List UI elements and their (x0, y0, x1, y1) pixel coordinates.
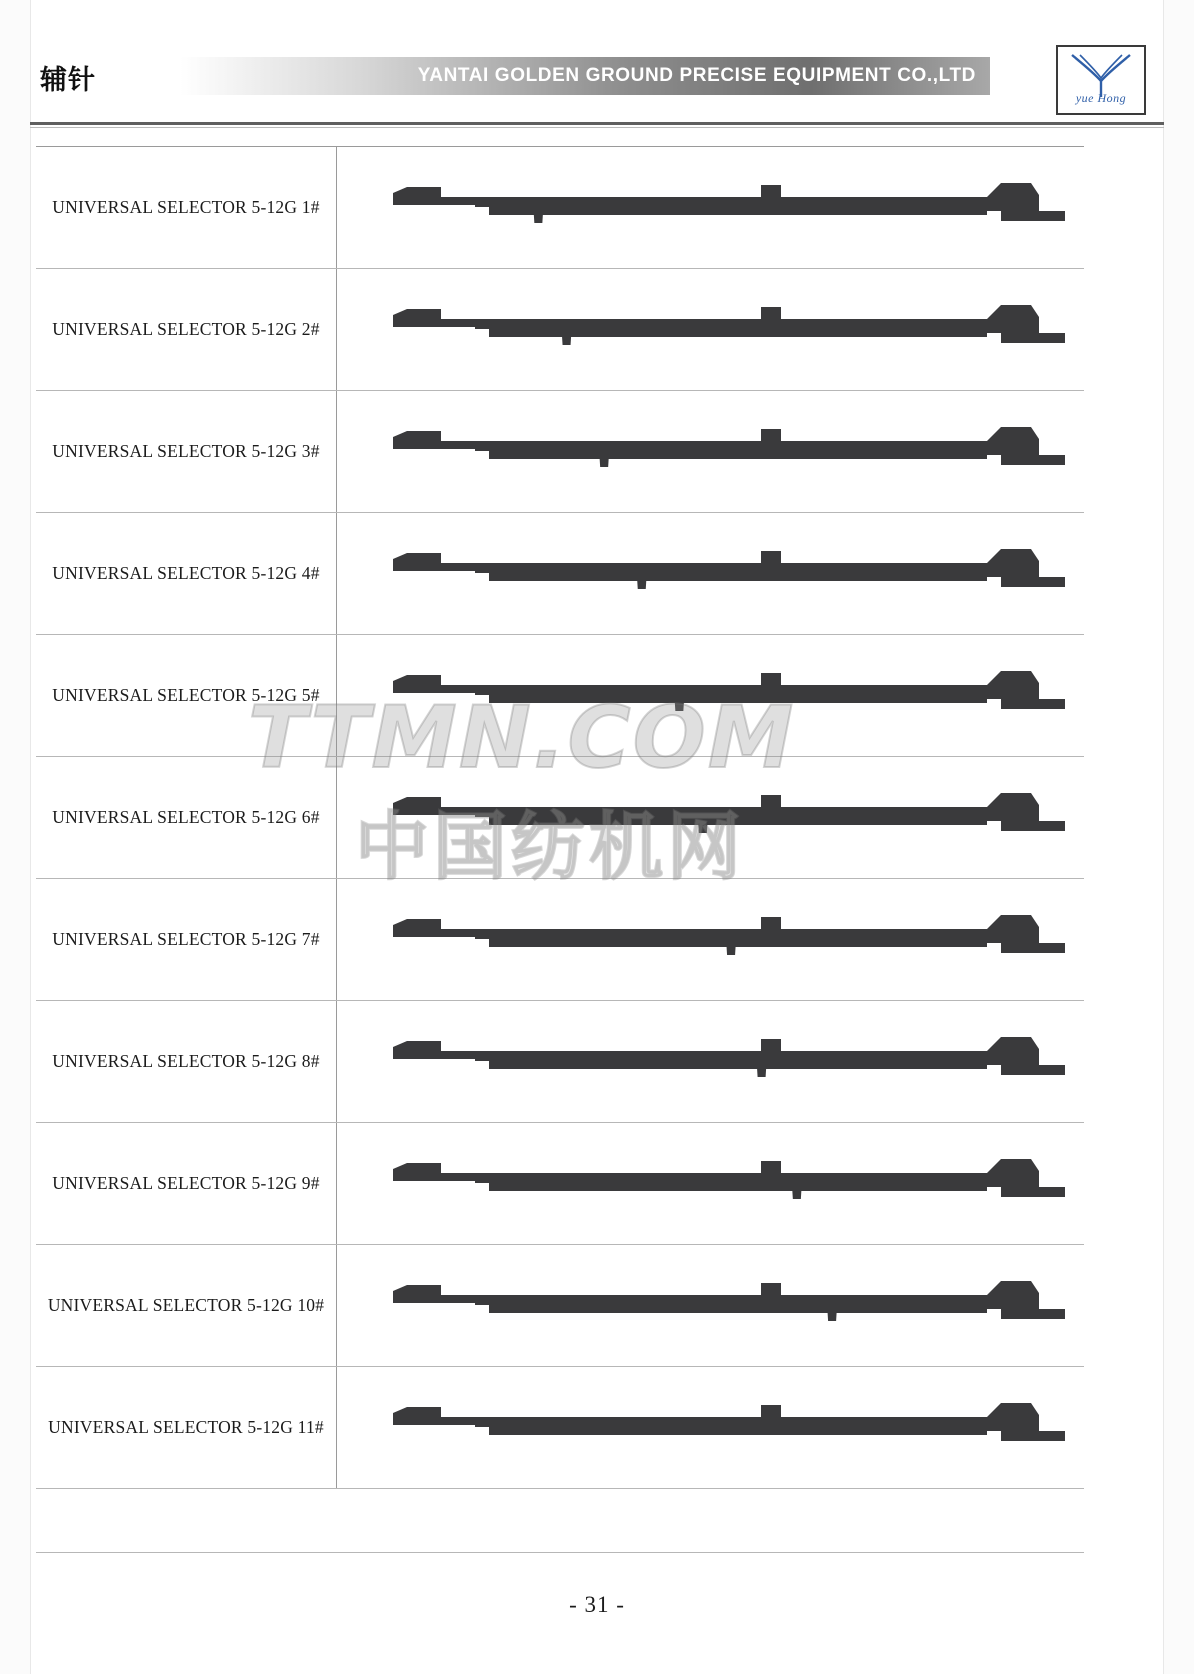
company-name: YANTAI GOLDEN GROUND PRECISE EQUIPMENT CO.,LTD (417, 65, 976, 86)
selector-needle-diagram (389, 781, 1069, 855)
table-row (36, 513, 1084, 635)
part-label: UNIVERSAL SELECTOR 5-12G 4# (36, 513, 337, 634)
section-title: 辅针 (40, 65, 96, 96)
part-figure-cell (337, 1123, 1084, 1244)
part-label: UNIVERSAL SELECTOR 5-12G 7# (36, 879, 337, 1000)
footer-divider (36, 1552, 1084, 1553)
selector-needle-diagram (389, 659, 1069, 733)
company-logo (1056, 45, 1146, 115)
selector-needle-diagram (389, 1391, 1069, 1465)
part-figure-cell (337, 1367, 1084, 1488)
table-row (36, 1001, 1084, 1123)
company-banner (180, 57, 990, 95)
logo-wordmark: yue Hong (1075, 91, 1127, 105)
page-header (30, 40, 1164, 118)
part-figure-cell (337, 391, 1084, 512)
header-divider (30, 122, 1164, 125)
part-label: UNIVERSAL SELECTOR 5-12G 5# (36, 635, 337, 756)
header-divider-thin (30, 127, 1164, 128)
part-label: UNIVERSAL SELECTOR 5-12G 8# (36, 1001, 337, 1122)
part-label: UNIVERSAL SELECTOR 5-12G 3# (36, 391, 337, 512)
table-row (36, 879, 1084, 1001)
table-row (36, 147, 1084, 269)
part-figure-cell (337, 147, 1084, 268)
selector-needle-diagram (389, 1147, 1069, 1221)
selector-needle-diagram (389, 415, 1069, 489)
page-right-margin-band (1163, 0, 1194, 1674)
part-label: UNIVERSAL SELECTOR 5-12G 9# (36, 1123, 337, 1244)
part-label: UNIVERSAL SELECTOR 5-12G 11# (36, 1367, 337, 1488)
table-row (36, 635, 1084, 757)
table-row (36, 391, 1084, 513)
part-figure-cell (337, 635, 1084, 756)
part-figure-cell (337, 269, 1084, 390)
part-figure-cell (337, 513, 1084, 634)
selector-needle-diagram (389, 903, 1069, 977)
page-number: - 31 - (569, 1592, 625, 1617)
part-figure-cell (337, 1245, 1084, 1366)
selector-needle-diagram (389, 1269, 1069, 1343)
table-row (36, 1367, 1084, 1489)
part-figure-cell (337, 879, 1084, 1000)
table-row (36, 269, 1084, 391)
table-row (36, 1245, 1084, 1367)
table-row (36, 757, 1084, 879)
selector-needle-diagram (389, 171, 1069, 245)
parts-table (36, 146, 1084, 1489)
part-label: UNIVERSAL SELECTOR 5-12G 6# (36, 757, 337, 878)
selector-needle-diagram (389, 293, 1069, 367)
part-label: UNIVERSAL SELECTOR 5-12G 2# (36, 269, 337, 390)
page-left-margin-band (0, 0, 31, 1674)
watermark-chinese: 中国纺机网 (355, 804, 745, 890)
part-label: UNIVERSAL SELECTOR 5-12G 1# (36, 147, 337, 268)
watermark-domain: TTMN.COM (248, 688, 796, 788)
table-row (36, 1123, 1084, 1245)
part-figure-cell (337, 1001, 1084, 1122)
selector-needle-diagram (389, 537, 1069, 611)
part-figure-cell (337, 757, 1084, 878)
selector-needle-diagram (389, 1025, 1069, 1099)
part-label: UNIVERSAL SELECTOR 5-12G 10# (36, 1245, 337, 1366)
